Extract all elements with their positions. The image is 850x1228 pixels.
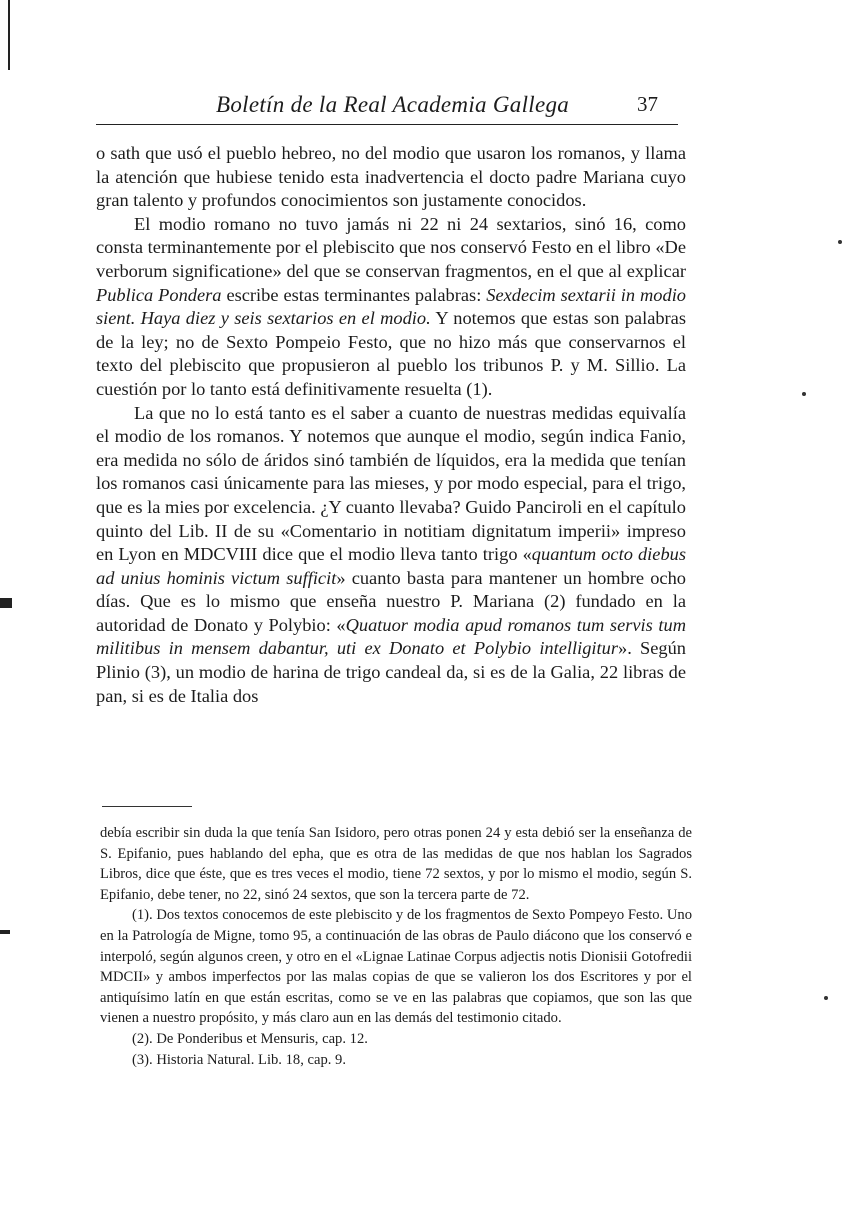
paragraph-text: ». Según Plinio (3), un modio de harina de trigo candeal da, si es de la Galia, 22 libras de pan, si es de Italia dos: [96, 638, 686, 706]
paragraph: [96, 213, 686, 402]
running-head: Boletín de la Real Academia Gallega: [216, 92, 570, 117]
paragraph-text: o sath que usó el pueblo hebreo, no del modio que usaron los romanos, y llama la atención que hubiese tenido esta inadvertencia el docto padre Mariana cuyo gran talento y profundos conocimientos son justamente conocidos.: [96, 143, 686, 211]
footnote-divider: [102, 806, 192, 807]
margin-speck: [838, 240, 842, 244]
italic-phrase: Publica Pondera: [96, 284, 222, 305]
footnote-3: (3). Historia Natural. Lib. 18, cap. 9.: [132, 1051, 346, 1068]
page-header: [96, 88, 678, 125]
footnote-1: (1). Dos textos conocemos de este plebiscito y de los fragmentos de Sexto Pompeyo Festo. Uno en la Patrología de Migne, tomo 95, a continuación de las obras de Paulo diácono que los conservó e interpoló, según algunos creen, y otro en el «Lignae Latinae Corpus adjectis notis Dionisii Gotofredii MDCII» y ambos imperfectos por las malas copias de que se valieron los dos Escritores y por el antiquísimo latín en que están escritas, como se ve en las palabras que copiamos, que son las que vienen a nuestro propósito, y más claro aun en las demás del testimonio citado.: [100, 907, 692, 1027]
left-edge-shadow: [8, 0, 10, 70]
footnote-continuation: debía escribir sin duda la que tenía San Isidoro, pero otras ponen 24 y esta debió ser la enseñanza de S. Epifanio, pues hablando del epha, que es otra de las medidas de que nos hablan los Sagrados Libros, dice que éste, que es tres veces el modio, tiene 72 sextos, y por lo mismo el modio, según S. Epifanio, debe tener, no 22, sinó 24 sextos, que son la tercera parte de 72.: [100, 825, 692, 903]
left-edge-mark: [0, 598, 12, 608]
footnote-2: (2). De Ponderibus et Mensuris, cap. 12.: [132, 1030, 368, 1047]
paragraph-text: La que no lo está tanto es el saber a cuanto de nuestras medidas equivalía el modio de los romanos. Y notemos que aunque el modio, según indica Fanio, era medida no sólo de áridos sinó también de líquidos, era la medida que tenían los romanos casi únicamente para las mieses, y por modo especial, para el trigo, que es la mies por excelencia. ¿Y cuanto llevaba? Guido Panciroli en el capítulo quinto del Lib. II de su «Comentario in notitiam dignitatum imperii» impreso en Lyon en MDCVIII dice que el modio lleva tanto trigo «: [96, 402, 686, 565]
main-text: [96, 142, 686, 708]
margin-speck: [802, 392, 806, 396]
latin-quote: Quatuor modia apud romanos tum servis tum militibus in mensem dabantur, uti ex Donato et Polybio intelligitur: [96, 614, 686, 659]
paragraph-text: » cuanto basta para mantener un hombre ocho días. Que es lo mismo que enseña nuestro P. Mariana (2) fundado en la autoridad de Donato y Polybio: «: [96, 567, 686, 635]
footnotes: [100, 823, 692, 1070]
latin-quote: quantum octo diebus ad unius hominis victum sufficit: [96, 544, 686, 588]
margin-speck: [824, 996, 828, 1000]
left-edge-mark: [0, 930, 10, 934]
page-number: 37: [637, 92, 658, 116]
paragraph: [96, 402, 686, 709]
latin-quote: Sexdecim sextarii in modio sient. Haya diez y seis sextarios en el modio.: [96, 284, 687, 329]
paragraph: [96, 142, 686, 213]
paragraph-text: El modio romano no tuvo jamás ni 22 ni 24 sextarios, sinó 16, como consta terminantemente por el plebiscito que nos conservó Festo en el libro «De verborum significatione» del que se conservan fragmentos, en el que al explicar: [96, 213, 686, 281]
paragraph-text: Y notemos que estas son palabras de la ley; no de Sexto Pompeio Festo, que no hizo más que conservarnos el texto del plebiscito que propusieron al pueblo los tribunos P. y M. Sillio. La cuestión por lo tanto está definitivamente resuelta (1).: [96, 308, 686, 399]
paragraph-text: escribe estas terminantes palabras:: [221, 284, 487, 305]
